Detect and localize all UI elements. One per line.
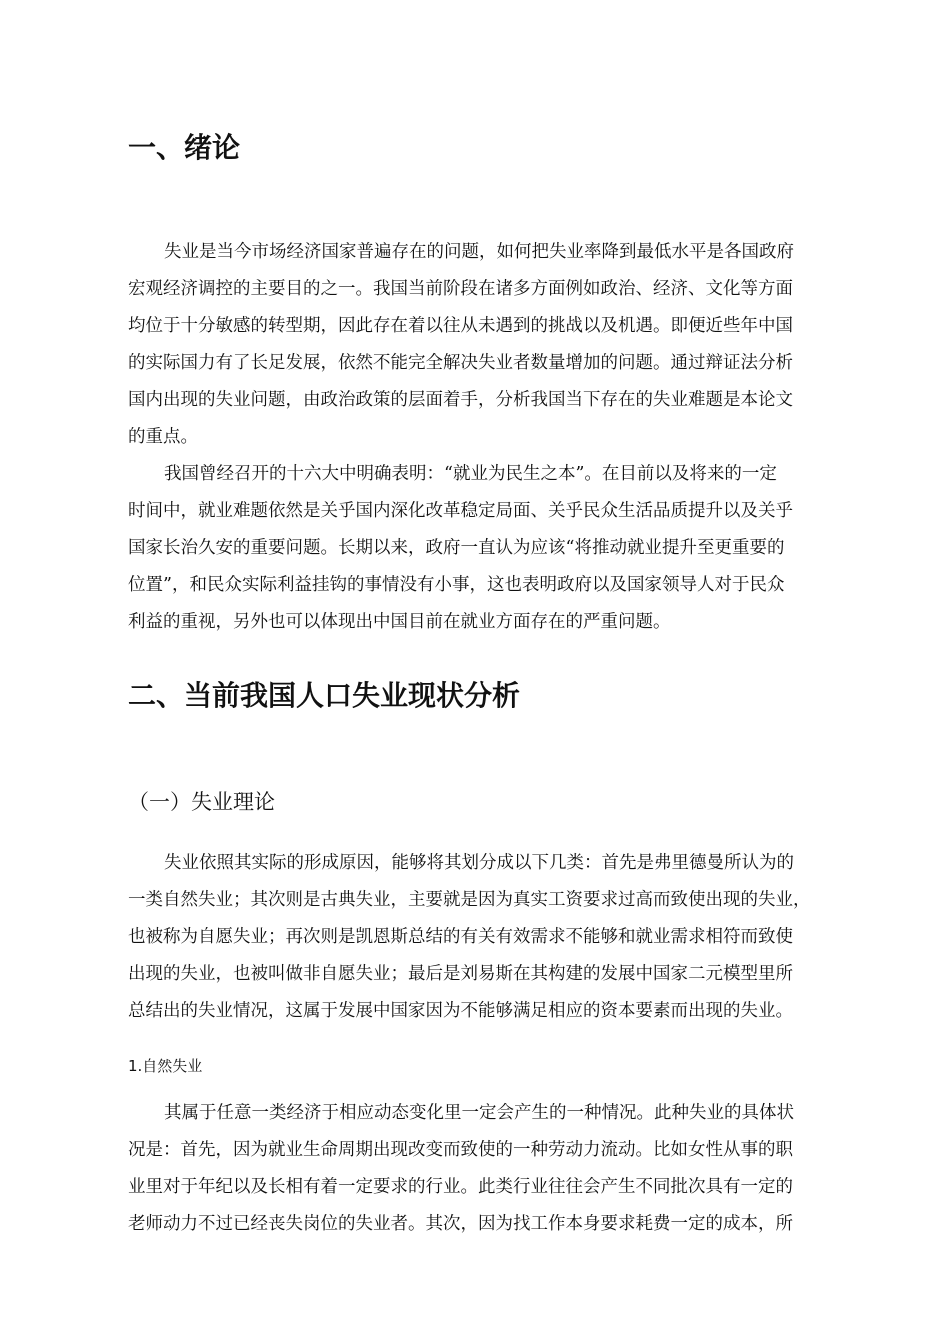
text-line: 况是：首先，因为就业生命周期出现改变而致使的一种劳动力流动。比如女性从事的职: [128, 1140, 793, 1160]
text-line: 一类自然失业；其次则是古典失业，主要就是因为真实工资要求过高而致使出现的失业，: [128, 890, 811, 910]
text-line: 出现的失业，也被叫做非自愿失业；最后是刘易斯在其构建的发展中国家二元模型里所: [128, 964, 793, 984]
paragraph-introduction-2: [128, 456, 868, 641]
section-heading-unemployment-analysis: 二、当前我国人口失业现状分析: [128, 679, 521, 712]
text-line: 老师动力不过已经丧失岗位的失业者。其次，因为找工作本身要求耗费一定的成本，所: [128, 1214, 793, 1234]
text-line: 的实际国力有了长足发展，依然不能完全解决失业者数量增加的问题。通过辩证法分析: [128, 353, 793, 373]
text-line: 国内出现的失业问题，由政治政策的层面着手，分析我国当下存在的失业难题是本论文: [128, 390, 793, 410]
text-line: 失业是当今市场经济国家普遍存在的问题，如何把失业率降到最低水平是各国政府: [164, 242, 794, 262]
paragraph-natural-unemployment: [128, 1095, 868, 1243]
text-line: 业里对于年纪以及长相有着一定要求的行业。此类行业往往会产生不同批次具有一定的: [128, 1177, 793, 1197]
text-line: 我国曾经召开的十六大中明确表明：“就业为民生之本”。在目前以及将来的一定: [164, 464, 777, 484]
text-line: 宏观经济调控的主要目的之一。我国当前阶段在诸多方面例如政治、经济、文化等方面: [128, 279, 793, 299]
text-line: 国家长治久安的重要问题。长期以来，政府一直认为应该“将推动就业提升至更重要的: [128, 538, 785, 558]
subsection-heading-unemployment-theory: （一）失业理论: [128, 790, 275, 814]
text-line: 均位于十分敏感的转型期，因此存在着以往从未遇到的挑战以及机遇。即便近些年中国: [128, 316, 793, 336]
text-line: 利益的重视，另外也可以体现出中国目前在就业方面存在的严重问题。: [128, 612, 671, 632]
subsubsection-heading-natural-unemployment: 1.自然失业: [128, 1057, 203, 1075]
text-line: 也被称为自愿失业；再次则是凯恩斯总结的有关有效需求不能够和就业需求相符而致使: [128, 927, 793, 947]
text-line: 的重点。: [128, 427, 198, 447]
paragraph-unemployment-theory: [128, 845, 868, 1030]
text-line: 总结出的失业情况，这属于发展中国家因为不能够满足相应的资本要素而出现的失业。: [128, 1001, 793, 1021]
text-line: 时间中，就业难题依然是关乎国内深化改革稳定局面、关乎民众生活品质提升以及关乎: [128, 501, 793, 521]
text-line: 位置”，和民众实际利益挂钩的事情没有小事，这也表明政府以及国家领导人对于民众: [128, 575, 785, 595]
paragraph-introduction-1: [128, 234, 868, 456]
text-line: 其属于任意一类经济于相应动态变化里一定会产生的一种情况。此种失业的具体状: [164, 1103, 794, 1123]
text-line: 失业依照其实际的形成原因，能够将其划分成以下几类：首先是弗里德曼所认为的: [164, 853, 794, 873]
section-heading-introduction: 一、绪论: [128, 131, 241, 164]
